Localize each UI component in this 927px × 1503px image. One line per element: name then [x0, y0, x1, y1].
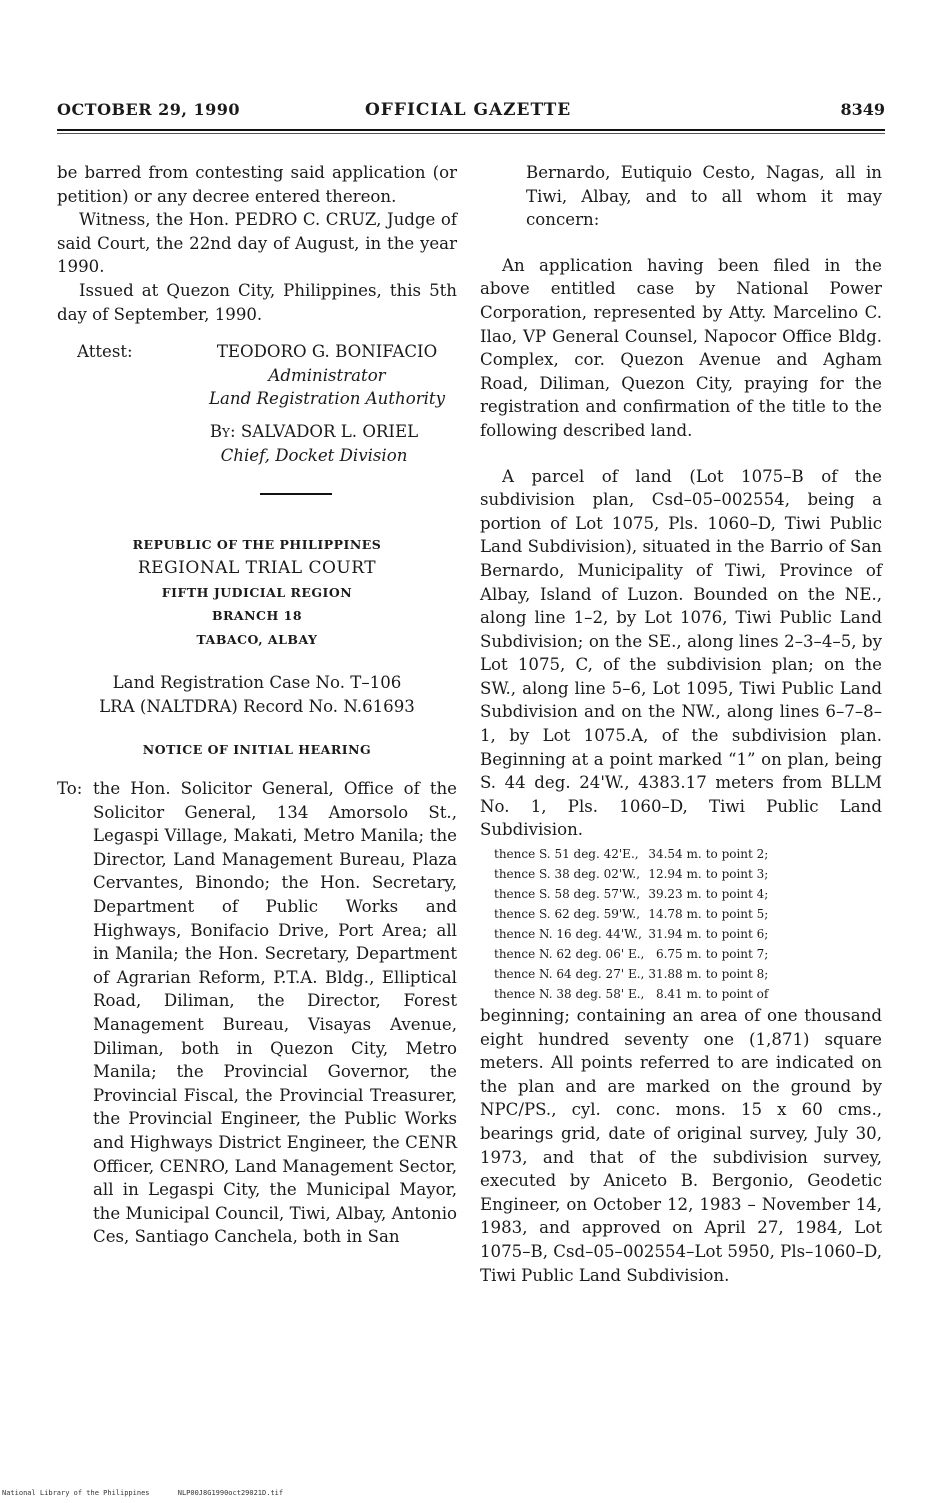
caption-republic: REPUBLIC OF THE PHILIPPINES: [132, 537, 382, 553]
paragraph-witness: Witness, the Hon. PEDRO C. CRUZ, Judge of said Court, the 22nd day of August, in the year 1990.: [57, 210, 457, 277]
court-caption: [57, 533, 457, 651]
addressees-block: [57, 777, 457, 1249]
bearing-row: [494, 944, 772, 964]
bearing-point: to point 6;: [705, 927, 769, 942]
caption-place: TABACO, ALBAY: [196, 631, 318, 647]
bearing-point: to point 5;: [705, 907, 769, 922]
header-title: OFFICIAL GAZETTE: [365, 100, 572, 120]
bearing-point: to point 3;: [705, 867, 769, 882]
signatory-block: [169, 420, 459, 467]
addressees-text: the Hon. Solicitor General, Office of the Solicitor General, 134 Amorsolo St., Legaspi Village, Makati, Metro Manila; the Director, Land Management Bureau, Plaza Cervantes, Binondo; the Hon. Secretary, Department of Public Works and Highways, Bonifacio Drive, Port Area; all in Manila; the Hon. Secretary, Department of Agrarian Reform, P.T.A. Bldg., Elliptical Road, Diliman, the Director, Forest Management Bureau, Visayas Avenue, Diliman, both in Quezon City, Metro Manila; the Provincial Governor, the Provincial Fiscal, the Provincial Treasurer, the Provincial Engineer, the Public Works and Highways District Engineer, the CENR Officer, CENRO, Land Management Sector, all in Legaspi City, the Municipal Mayor, the Municipal Council, Tiwi, Albay, Antonio Ces, Santiago Canchela, both in San: [93, 779, 457, 1247]
bearing-row: [494, 904, 772, 924]
caption-branch: BRANCH 18: [211, 608, 303, 624]
bearing-direction: thence S. 62 deg. 59'W.,: [494, 907, 641, 922]
record-number: LRA (NALTDRA) Record No. N.61693: [99, 696, 415, 716]
bearing-row: [494, 844, 772, 864]
right-column: [480, 161, 882, 1287]
bearing-direction: thence N. 16 deg. 44'W.,: [494, 927, 642, 942]
bearing-distance: 39.23 m.: [648, 887, 702, 902]
page-header: [57, 100, 885, 124]
bearing-point: to point 2;: [705, 847, 769, 862]
attest-office: Land Registration Authority: [209, 389, 445, 409]
attest-block: [57, 340, 457, 412]
header-date: OCTOBER 29, 1990: [57, 100, 241, 119]
bearing-row: [494, 864, 772, 884]
header-rule-thin: [57, 133, 885, 134]
bearings-table: [494, 844, 772, 1004]
bearing-row: [494, 924, 772, 944]
paragraph-parcel: A parcel of land (Lot 1075–B of the subdivision plan, Csd–05–002554, being a portion of Lot 1075, Pls. 1060–D, Tiwi Public Land Subdivision), situated in the Barrio of San Bernardo, Municipality of Tiwi, Province of Albay, Island of Luzon. Bounded on the NE., along line 1–2, by Lot 1076, Tiwi Public Land Subdivision; on the SE., along lines 2–3–4–5, by Lot 1075, C, of the subdivision plan; on the SW., along line 5–6, Lot 1095, Tiwi Public Land Subdivision and on the NW., along lines 6–7–8–1, by Lot 1075.A, of the subdivision plan. Beginning at a point marked “1” on plan, being S. 44 deg. 24'W., 4383.17 meters from BLLM No. 1, Pls. 1060–D, Tiwi Public Land Subdivision.: [480, 466, 882, 840]
bearing-point: to point of: [705, 987, 769, 1002]
paragraph-application: An application having been filed in the above entitled case by National Power Corporation, represented by Atty. Marcelino C. Ilao, VP General Counsel, Napocor Office Bldg. Complex, cor. Quezon Avenue and Agham Road, Diliman, Quezon City, praying for the registration and confirmation of the title to the following described land.: [480, 255, 882, 440]
addressees-continued: Bernardo, Eutiquio Cesto, Nagas, all in Tiwi, Albay, and to all whom it may concern:: [526, 163, 882, 230]
bearing-distance: 31.88 m.: [648, 967, 702, 982]
paragraph-barred: be barred from contesting said application (or petition) or any decree entered thereon.: [57, 163, 457, 206]
bearing-point: to point 4;: [705, 887, 769, 902]
section-divider: [260, 493, 332, 495]
bearing-direction: thence N. 62 deg. 06' E.,: [494, 947, 645, 962]
scan-footer: [2, 1489, 307, 1497]
attest-name: TEODORO G. BONIFACIO: [216, 342, 438, 362]
caption-court: REGIONAL TRIAL COURT: [137, 557, 377, 578]
bearing-point: to point 7;: [705, 947, 769, 962]
bearing-direction: thence N. 64 deg. 27' E.,: [494, 967, 645, 982]
bearing-direction: thence S. 58 deg. 57'W.,: [494, 887, 641, 902]
signatory-title: Chief, Docket Division: [220, 445, 408, 465]
case-number: Land Registration Case No. T–106: [112, 673, 402, 693]
attest-label: Attest:: [77, 342, 133, 362]
paragraph-area: beginning; containing an area of one thousand eight hundred seventy one (1,871) square meters. All points referred to are indicated on the plan and are marked on the ground by NPC/PS., cyl. conc. mons. 15 x 60 cms., bearings grid, date of original survey, July 30, 1973, and that of the subdivision survey, executed by Aniceto B. Bergonio, Geodetic Engineer, on October 12, 1983 – November 14, 1983, and approved on April 27, 1984, Lot 1075–B, Csd–05–002554–Lot 5950, Pls–1060–D, Tiwi Public Land Subdivision.: [480, 1006, 882, 1285]
paragraph-issued: Issued at Quezon City, Philippines, this 5th day of September, 1990.: [57, 280, 457, 324]
bearing-direction: thence S. 51 deg. 42'E.,: [494, 847, 639, 862]
bearing-distance: 14.78 m.: [648, 907, 702, 922]
bearing-point: to point 8;: [705, 967, 769, 982]
bearing-row: [494, 964, 772, 984]
signatory-name: By: SALVADOR L. ORIEL: [209, 422, 419, 442]
footer-filename: NLP00J8G1990oct29021D.tif: [177, 1489, 284, 1497]
caption-region: FIFTH JUDICIAL REGION: [161, 584, 353, 600]
bearing-distance: 31.94 m.: [648, 927, 702, 942]
page-number: 8349: [840, 100, 885, 119]
bearing-row: [494, 984, 772, 1004]
bearing-distance: 12.94 m.: [648, 867, 702, 882]
bearing-direction: thence S. 38 deg. 02'W.,: [494, 867, 641, 882]
case-numbers: [57, 671, 457, 718]
attest-title: Administrator: [268, 365, 386, 385]
notice-heading: NOTICE OF INITIAL HEARING: [142, 741, 372, 757]
bearing-direction: thence N. 38 deg. 58' E.,: [494, 987, 645, 1002]
bearing-row: [494, 884, 772, 904]
header-rule: [57, 129, 885, 131]
left-column: [57, 161, 457, 1249]
to-label: To:: [57, 779, 83, 799]
bearing-distance: 34.54 m.: [648, 847, 702, 862]
bearing-distance: 6.75 m.: [655, 947, 702, 962]
footer-library: National Library of the Philippines: [2, 1489, 150, 1497]
bearing-distance: 8.41 m.: [655, 987, 702, 1002]
